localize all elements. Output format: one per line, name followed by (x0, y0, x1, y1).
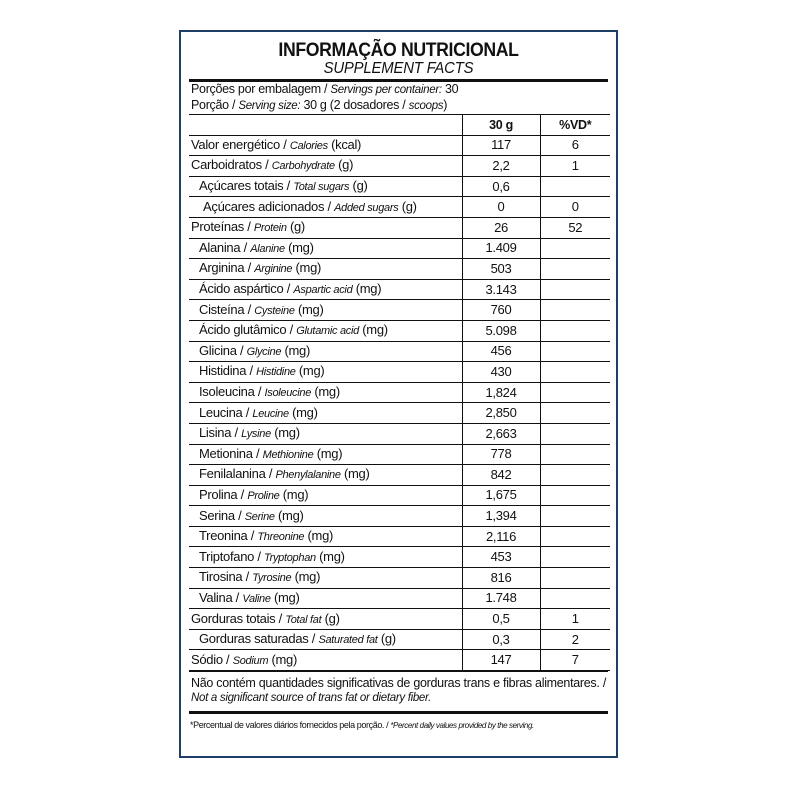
table-row (189, 423, 610, 444)
nutrient-amount: 456 (462, 341, 540, 362)
nutrient-name (189, 650, 462, 671)
nutrient-unit: (g) (377, 631, 396, 647)
nutrient-unit: (mg) (352, 281, 382, 297)
nutrient-daily-value (540, 279, 610, 300)
nutrient-name-pt: Glicina / (199, 342, 247, 358)
nutrient-name-en: Glycine (246, 345, 282, 358)
nutrient-name-en: Valine (242, 592, 271, 605)
table-row (189, 197, 610, 218)
panel-subtitle: SUPPLEMENT FACTS (323, 60, 474, 77)
nutrient-unit: (mg) (340, 466, 370, 482)
nutrient-daily-value (540, 176, 610, 197)
nutrient-name (189, 176, 462, 197)
nutrition-facts-panel (179, 30, 618, 758)
nutrient-daily-value (540, 485, 610, 506)
nutrient-name-pt: Ácido glutâmico / (199, 322, 297, 338)
serving-size-value: 30 g (2 dosadores / (300, 98, 409, 112)
nutrient-daily-value (540, 568, 610, 589)
table-row (189, 300, 610, 321)
nutrient-daily-value (540, 300, 610, 321)
nutrient-unit: (mg) (292, 260, 322, 276)
table-row (189, 217, 610, 238)
nutrient-amount: 2,850 (462, 403, 540, 424)
daily-value-footnote (189, 714, 608, 731)
nutrient-amount: 430 (462, 362, 540, 383)
nutrition-table (189, 114, 610, 671)
nutrient-amount: 778 (462, 444, 540, 465)
table-row (189, 320, 610, 341)
servings-per-container (189, 82, 608, 98)
nutrient-unit: (mg) (291, 569, 321, 585)
nutrient-name-en: Phenylalanine (275, 469, 341, 482)
nutrient-daily-value (540, 506, 610, 527)
servings-value: 30 (441, 82, 459, 96)
nutrient-daily-value (540, 362, 610, 383)
table-row (189, 588, 610, 609)
nutrient-name-pt: Treonina / (199, 528, 258, 544)
nutrient-name-pt: Gorduras saturadas / (199, 631, 319, 647)
table-row (189, 465, 610, 486)
nutrient-daily-value (540, 403, 610, 424)
nutrient-name-en: Aspartic acid (293, 284, 353, 297)
nutrient-name-pt: Arginina / (199, 260, 255, 276)
table-row (189, 547, 610, 568)
nutrient-unit: (mg) (284, 239, 314, 255)
serving-size-scoops-en: scoops (408, 100, 444, 112)
nutrient-amount: 0 (462, 197, 540, 218)
table-row (189, 444, 610, 465)
nutrient-daily-value: 1 (540, 609, 610, 630)
nutrient-unit: (kcal) (327, 136, 362, 152)
nutrient-amount: 5.098 (462, 320, 540, 341)
note-text-en: Not a significant source of trans fat or dietary fiber. (191, 692, 432, 705)
nutrient-daily-value (540, 238, 610, 259)
nutrient-name-pt: Ácido aspártico / (199, 281, 294, 297)
table-row (189, 485, 610, 506)
nutrient-daily-value: 7 (540, 650, 610, 671)
nutrient-name-en: Serine (244, 510, 275, 523)
nutrient-daily-value: 2 (540, 629, 610, 650)
table-row (189, 403, 610, 424)
nutrient-name-pt: Gorduras totais / (191, 610, 286, 626)
nutrient-daily-value: 52 (540, 217, 610, 238)
header-amount: 30 g (462, 115, 540, 136)
serving-size (189, 98, 608, 114)
nutrient-unit: (g) (334, 157, 354, 173)
nutrient-name-pt: Leucina / (199, 404, 253, 420)
nutrient-amount: 1.409 (462, 238, 540, 259)
nutrient-name-en: Tyrosine (252, 572, 292, 585)
nutrient-name (189, 238, 462, 259)
nutrient-name-en: Protein (253, 222, 287, 235)
nutrient-name (189, 135, 462, 156)
nutrient-name-pt: Serina / (199, 507, 245, 523)
note-text-pt: Não contém quantidades significativas de gorduras trans e fibras alimentares. / (191, 676, 606, 691)
nutrient-name (189, 403, 462, 424)
nutrient-name-en: Sodium (232, 654, 269, 667)
nutrient-amount: 1,675 (462, 485, 540, 506)
nutrient-name-en: Tryptophan (264, 551, 316, 564)
nutrient-unit: (mg) (270, 589, 300, 605)
table-row (189, 526, 610, 547)
nutrient-name (189, 156, 462, 177)
nutrient-name-pt: Alanina / (199, 239, 251, 255)
table-row (189, 341, 610, 362)
nutrient-name (189, 423, 462, 444)
nutrient-name-pt: Tirosina / (199, 569, 253, 585)
nutrient-name-en: Alanine (250, 242, 285, 255)
table-row (189, 382, 610, 403)
nutrient-daily-value (540, 423, 610, 444)
nutrient-amount: 0,6 (462, 176, 540, 197)
nutrient-unit: (mg) (295, 363, 325, 379)
nutrient-unit: (mg) (288, 404, 318, 420)
nutrient-name-pt: Proteínas / (191, 219, 254, 235)
nutrient-name-pt: Sódio / (191, 651, 233, 667)
nutrient-amount: 503 (462, 259, 540, 280)
nutrient-name-en: Isoleucine (264, 387, 312, 400)
nutrient-name-en: Leucine (252, 407, 289, 420)
nutrient-name (189, 629, 462, 650)
nutrient-amount: 2,116 (462, 526, 540, 547)
nutrient-unit: (mg) (279, 486, 309, 502)
nutrient-name-en: Glutamic acid (296, 325, 359, 338)
nutrient-name-pt: Cisteína / (199, 301, 255, 317)
nutrient-name (189, 362, 462, 383)
nutrient-name (189, 341, 462, 362)
nutrient-name (189, 259, 462, 280)
serving-size-label-en: Serving size: (238, 100, 301, 112)
nutrient-name-pt: Valina / (199, 589, 243, 605)
nutrient-name (189, 609, 462, 630)
nutrient-unit: (mg) (268, 651, 298, 667)
nutrient-unit: (mg) (311, 384, 340, 400)
nutrient-name-pt: Prolina / (199, 486, 248, 502)
trans-fat-note (189, 672, 608, 709)
nutrient-name-pt: Metionina / (199, 445, 263, 461)
nutrient-amount: 1,394 (462, 506, 540, 527)
nutrient-unit: (g) (398, 198, 417, 214)
nutrient-unit: (mg) (358, 322, 388, 338)
nutrient-daily-value (540, 444, 610, 465)
nutrient-name (189, 444, 462, 465)
nutrient-name-pt: Triptofano / (199, 548, 264, 564)
nutrient-name (189, 568, 462, 589)
nutrient-daily-value (540, 526, 610, 547)
nutrient-name (189, 506, 462, 527)
table-row (189, 568, 610, 589)
table-row (189, 362, 610, 383)
nutrient-unit: (g) (321, 610, 340, 626)
nutrient-daily-value: 6 (540, 135, 610, 156)
nutrient-amount: 0,3 (462, 629, 540, 650)
table-row (189, 609, 610, 630)
nutrient-amount: 842 (462, 465, 540, 486)
nutrient-name-en: Histidine (256, 366, 296, 379)
nutrient-unit: (g) (286, 219, 305, 235)
nutrient-amount: 1,824 (462, 382, 540, 403)
nutrient-unit: (mg) (274, 507, 304, 523)
nutrient-amount: 0,5 (462, 609, 540, 630)
nutrient-amount: 3.143 (462, 279, 540, 300)
nutrient-name-pt: Histidina / (199, 363, 257, 379)
nutrient-name-en: Lysine (241, 428, 271, 441)
nutrient-name-en: Proline (247, 489, 280, 502)
nutrient-name-pt: Lisina / (199, 425, 242, 441)
nutrient-daily-value (540, 320, 610, 341)
table-row (189, 156, 610, 177)
nutrient-name-en: Added sugars (334, 201, 399, 214)
nutrient-daily-value (540, 588, 610, 609)
serving-size-label-pt: Porção / (191, 98, 239, 112)
nutrient-amount: 26 (462, 217, 540, 238)
nutrient-unit: (mg) (304, 528, 334, 544)
header-blank (189, 115, 462, 136)
nutrient-unit: (mg) (270, 425, 300, 441)
table-row (189, 650, 610, 671)
nutrient-amount: 453 (462, 547, 540, 568)
panel-title: INFORMAÇÃO NUTRICIONAL (278, 40, 519, 61)
nutrient-amount: 816 (462, 568, 540, 589)
table-row (189, 259, 610, 280)
nutrient-name-en: Total fat (285, 613, 322, 626)
nutrient-name-en: Methionine (262, 448, 314, 461)
nutrient-amount: 760 (462, 300, 540, 321)
header-daily-value: %VD* (540, 115, 610, 136)
nutrient-daily-value (540, 547, 610, 568)
nutrient-amount: 1.748 (462, 588, 540, 609)
nutrient-name-en: Cysteine (254, 304, 295, 317)
serving-size-end: ) (443, 98, 448, 112)
nutrient-amount: 2,663 (462, 423, 540, 444)
nutrient-name (189, 588, 462, 609)
nutrient-name (189, 320, 462, 341)
nutrient-amount: 2,2 (462, 156, 540, 177)
nutrient-daily-value: 1 (540, 156, 610, 177)
servings-label-en: Servings per container: (330, 84, 442, 96)
footnote-text-pt: *Percentual de valores diários fornecidos pela porção. / (190, 720, 391, 731)
nutrient-name-en: Calories (289, 139, 328, 152)
nutrient-daily-value (540, 259, 610, 280)
nutrient-name (189, 465, 462, 486)
nutrient-name-pt: Valor energético / (191, 136, 290, 152)
nutrient-daily-value (540, 465, 610, 486)
nutrient-name (189, 526, 462, 547)
footnote-text-en: *Percent daily values provided by the serving. (390, 721, 534, 731)
nutrient-unit: (g) (349, 178, 368, 194)
nutrient-name (189, 485, 462, 506)
nutrient-name (189, 300, 462, 321)
nutrient-daily-value: 0 (540, 197, 610, 218)
nutrient-name-en: Total sugars (293, 181, 350, 194)
table-row (189, 506, 610, 527)
nutrient-name-pt: Isoleucina / (199, 384, 265, 400)
servings-label-pt: Porções por embalagem / (191, 82, 331, 96)
nutrient-name-en: Arginine (254, 263, 293, 276)
nutrient-name (189, 197, 462, 218)
nutrient-unit: (mg) (313, 445, 343, 461)
nutrient-name-pt: Açúcares totais / (199, 178, 294, 194)
nutrient-name-pt: Açúcares adicionados / (203, 198, 335, 214)
nutrition-facts-content (189, 38, 608, 750)
nutrient-name (189, 382, 462, 403)
table-row (189, 135, 610, 156)
nutrient-unit: (mg) (315, 548, 345, 564)
nutrient-unit: (mg) (294, 301, 324, 317)
nutrient-name (189, 279, 462, 300)
nutrient-name-en: Threonine (257, 531, 305, 544)
table-row (189, 176, 610, 197)
table-row (189, 279, 610, 300)
nutrient-name (189, 547, 462, 568)
nutrient-name-en: Saturated fat (318, 634, 378, 647)
nutrient-amount: 147 (462, 650, 540, 671)
table-row (189, 238, 610, 259)
nutrient-name (189, 217, 462, 238)
nutrient-name-en: Carbohydrate (271, 160, 335, 173)
nutrient-daily-value (540, 382, 610, 403)
nutrient-unit: (mg) (281, 342, 311, 358)
nutrient-daily-value (540, 341, 610, 362)
nutrient-name-pt: Fenilalanina / (199, 466, 276, 482)
nutrient-name-pt: Carboidratos / (191, 157, 272, 173)
nutrient-amount: 117 (462, 135, 540, 156)
table-header-row (189, 115, 610, 136)
table-row (189, 629, 610, 650)
